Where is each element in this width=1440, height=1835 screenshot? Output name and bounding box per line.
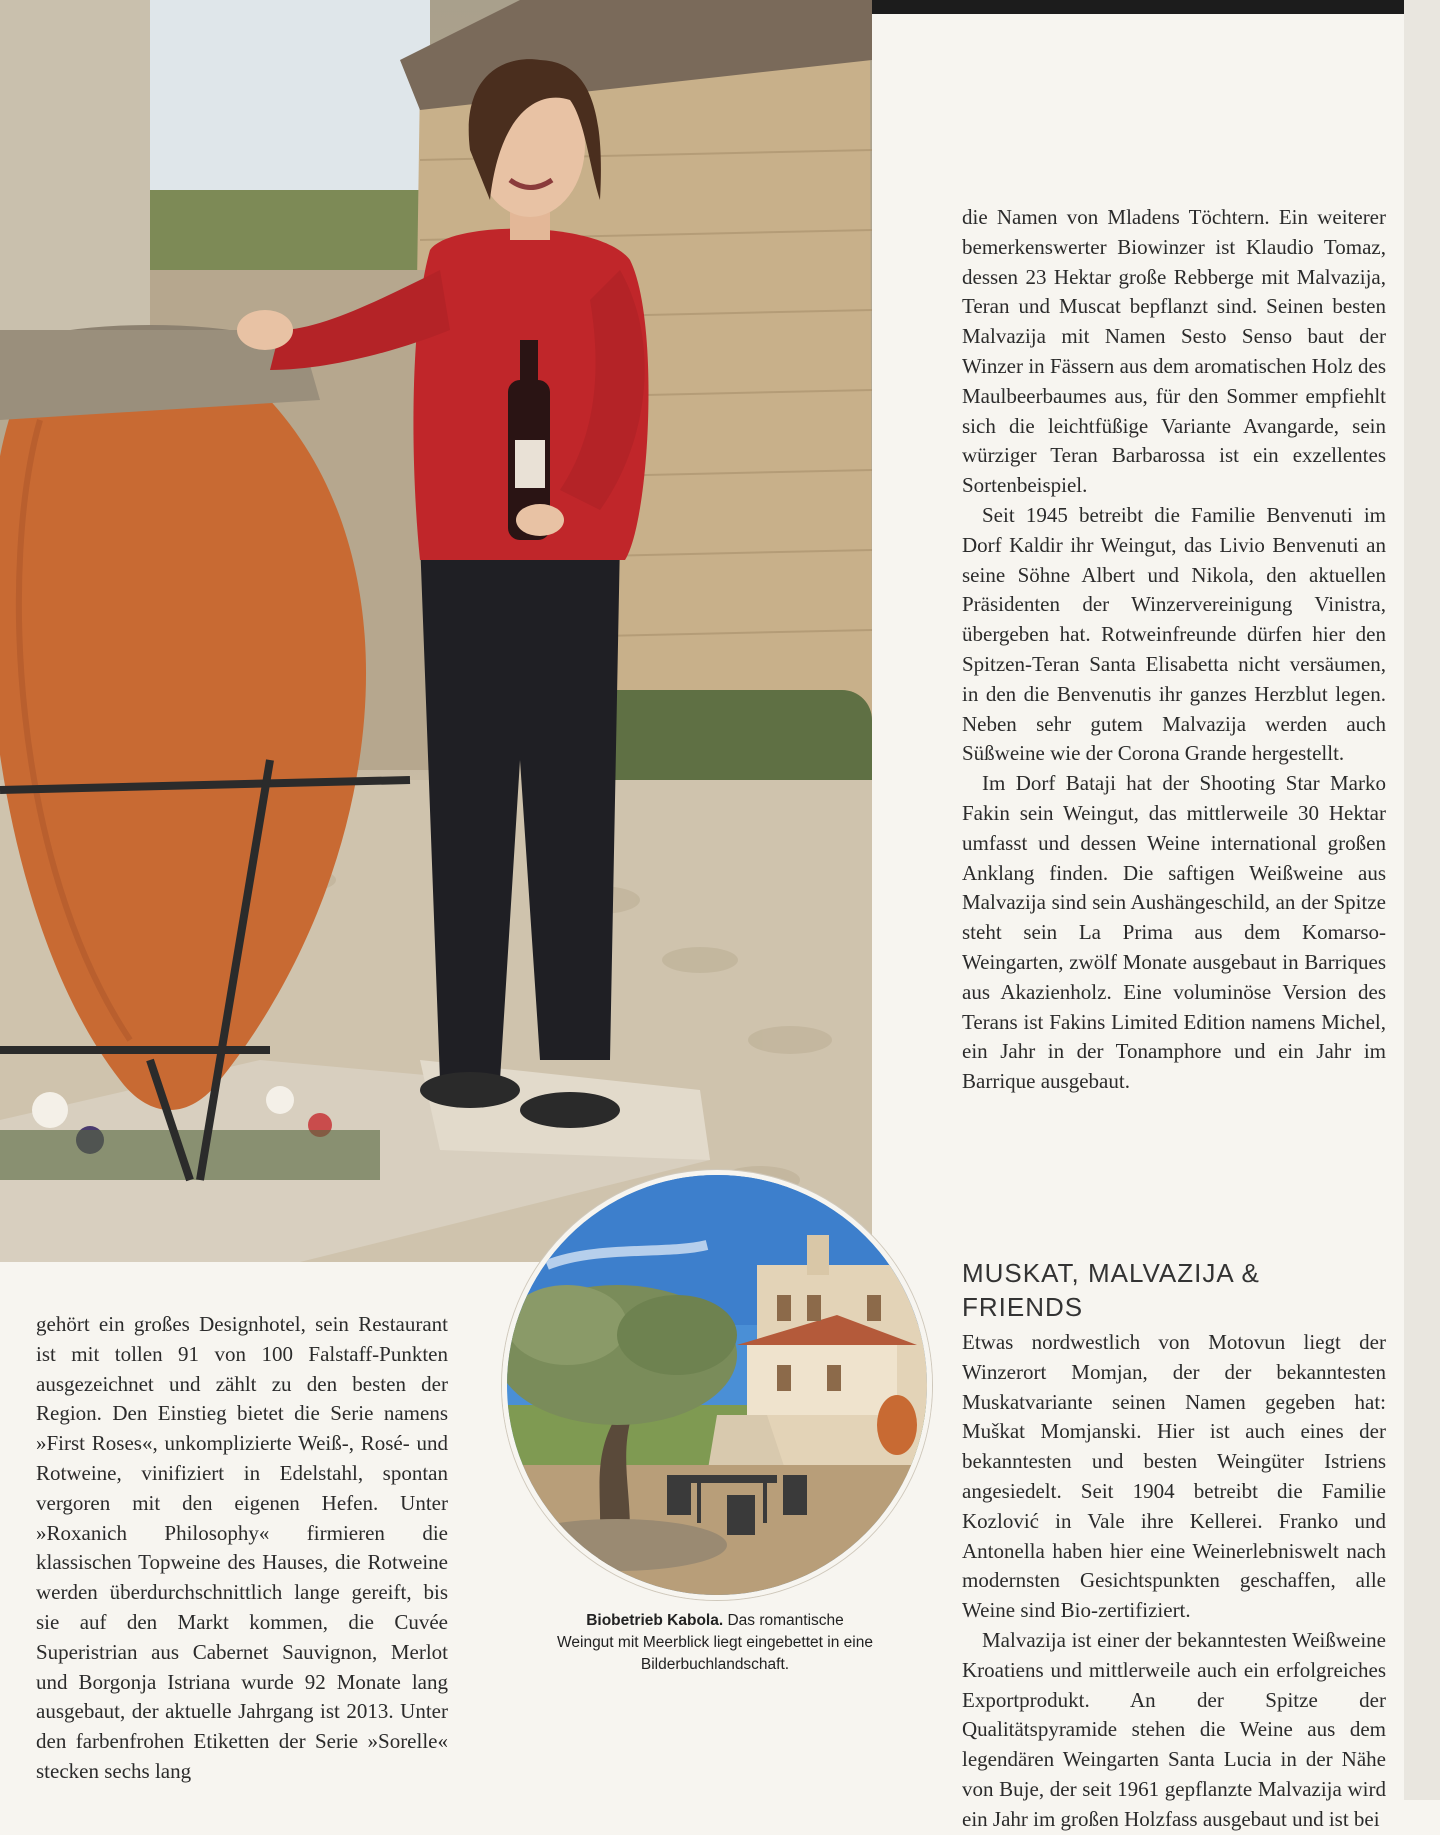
right-paragraph-1: die Namen von Mladens Töchtern. Ein weiterer bemerkenswerter Biowinzer ist Klaudio Tomaz, dessen 23 Hektar große Rebberge mit Malvazija, Teran und Muscat bepflanzt sind. Seinen besten Malvazija mit Namen Sesto Senso baut der Winzer in Fässern aus dem aromatischen Holz des Maulbeerbaumes aus, für den Sommer empfiehlt sich die leichtfüßige Variante Avangarde, sein würziger Teran Barbarossa ist ein exzellentes Sortenbeispiel.	[962, 205, 1386, 498]
right-column-top	[962, 203, 1386, 1097]
left-column	[36, 1310, 448, 1787]
right-column-bottom	[962, 1256, 1386, 1835]
caption-title: Biobetrieb Kabola.	[586, 1612, 724, 1629]
left-paragraph: gehört ein großes Designhotel, sein Restaurant ist mit tollen 91 von 100 Falstaff-Punkten ausgezeichnet und zählt zu den besten der Region. Den Einstieg bietet die Serie namens »First Roses«, unkomplizierte Weiß-, Rosé- und Rotweine, vinifiziert in Edelstahl, spontan vergoren mit den eigenen Hefen. Unter »Roxanich Philosophy« firmieren die klassischen Topweine des Hauses, die Rotweine werden überdurchschnittlich lange gereift, bis sie auf den Markt kommen, die Cuvée Superistrian aus Cabernet Sauvignon, Merlot und Borgonja Istriana wurde 92 Monate lang ausgebaut, der aktuelle Jahrgang ist 2013. Unter den farbenfrohen Etiketten der Serie »Sorelle« stecken sechs lang	[36, 1312, 448, 1783]
estate-photo-icon	[502, 1170, 932, 1600]
caption-text: Das romantische Weingut mit Meerblick liegt eingebettet in eine Bilderbuchlandschaft.	[557, 1612, 873, 1673]
right-paragraph-3: Im Dorf Bataji hat der Shooting Star Marko Fakin sein Weingut, das mittlerweile 30 Hektar umfasst und dessen Weine international großen Anklang finden. Die saftigen Weißweine aus Malvazija sind sein Aushängeschild, an der Spitze steht sein La Prima aus dem Komarso-Weingarten, zwölf Monate ausgebaut in Barriques aus Akazienholz. Eine voluminöse Version des Terans ist Fakins Limited Edition namens Michel, ein Jahr in der Tonamphore und ein Jahr im Barrique ausgebaut.	[962, 771, 1386, 1094]
right-paragraph-4: Etwas nordwestlich von Motovun liegt der Winzerort Momjan, der der bekanntesten Muskatvariante seinen Namen gegeben hat: Muškat Momjanski. Hier ist auch eines der bekanntesten und besten Weingüter Istriens angesiedelt. Seit 1904 betreibt die Familie Kozlović in Vale ihre Kellerei. Franko und Antonella haben hier eine Weinerlebniswelt nach modernsten Gesichtspunkten geschaffen, alle Weine sind Bio-zertifiziert.	[962, 1330, 1386, 1623]
winemaker-photo-icon	[0, 0, 872, 1262]
right-paragraph-5: Malvazija ist einer der bekanntesten Weißweine Kroatiens und mittlerweile auch ein erfolgreiches Exportprodukt. An der Spitze der Qualitätspyramide stehen die Weine aus dem legendären Weingarten Santa Lucia in der Nähe von Buje, der seit 1961 gepflanzte Malvazija wird ein Jahr im großen Holzfass ausgebaut und ist bei	[962, 1627, 1386, 1831]
section-heading: MUSKAT, MALVAZIJA & FRIENDS	[962, 1258, 1260, 1322]
photo-caption	[556, 1610, 874, 1676]
page-edge	[1404, 0, 1440, 1800]
top-bar	[872, 0, 1404, 14]
right-paragraph-2: Seit 1945 betreibt die Familie Benvenuti im Dorf Kaldir ihr Weingut, das Livio Benvenuti an seine Söhne Albert und Nikola, den aktuellen Präsidenten der Winzervereinigung Vinistra, übergeben hat. Rotweinfreunde dürfen hier den Spitzen-Teran Santa Elisabetta nicht versäumen, in den die Benvenutis ihr ganzes Herzblut legen. Neben sehr gutem Malvazija werden auch Süßweine wie der Corona Grande hergestellt.	[962, 502, 1386, 766]
